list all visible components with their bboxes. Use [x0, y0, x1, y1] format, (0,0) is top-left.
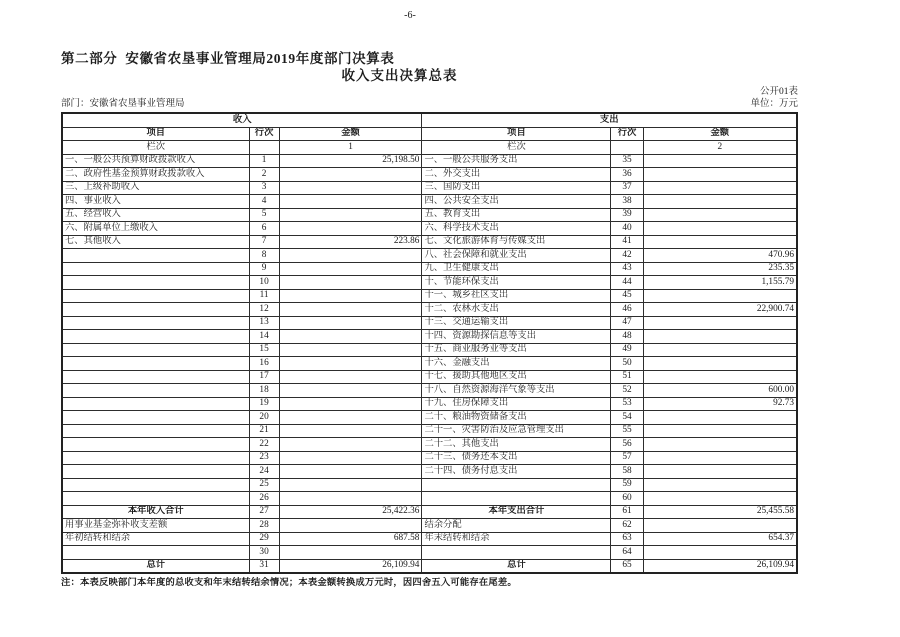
income-rowno-cell: 11 [249, 289, 279, 303]
income-rowno-cell: 2 [249, 168, 279, 182]
income-rowno-cell: 7 [249, 235, 279, 249]
table-body [62, 141, 797, 574]
expense-rowno-cell: 50 [611, 357, 643, 371]
expense-item-cell: 十七、援助其他地区支出 [422, 370, 611, 384]
income-amount-cell [279, 181, 422, 195]
income-amount-cell [279, 465, 422, 479]
table-row [62, 276, 797, 290]
expense-index-number-cell: 2 [643, 141, 797, 155]
income-item-cell: 四、事业收入 [62, 195, 249, 209]
expense-item-cell: 十二、农林水支出 [422, 303, 611, 317]
expense-amount-cell [643, 438, 797, 452]
income-amount-cell [279, 451, 422, 465]
expense-amount-cell [643, 289, 797, 303]
expense-item-cell: 十八、自然资源海洋气象等支出 [422, 384, 611, 398]
expense-item-cell: 结余分配 [422, 519, 611, 533]
expense-item-cell: 十三、交通运输支出 [422, 316, 611, 330]
income-item-cell [62, 357, 249, 371]
table-meta-row [61, 98, 798, 111]
table-row [62, 154, 797, 168]
income-rowno-cell: 29 [249, 532, 279, 546]
income-amount-cell: 25,198.50 [279, 154, 422, 168]
expense-amount-cell: 470.96 [643, 249, 797, 263]
income-amount-cell [279, 330, 422, 344]
table-row [62, 559, 797, 573]
expense-item-header: 项目 [422, 127, 611, 141]
income-expense-summary-table [61, 112, 798, 574]
expense-rowno-header: 行次 [611, 127, 643, 141]
expense-amount-cell [643, 343, 797, 357]
expense-amount-cell [643, 208, 797, 222]
expense-amount-cell [643, 492, 797, 506]
table-row [62, 316, 797, 330]
income-amount-cell [279, 438, 422, 452]
table-row [62, 505, 797, 519]
table-row [62, 289, 797, 303]
expense-rowno-cell: 59 [611, 478, 643, 492]
income-item-cell: 六、附属单位上缴收入 [62, 222, 249, 236]
income-rowno-cell: 13 [249, 316, 279, 330]
income-item-cell: 七、其他收入 [62, 235, 249, 249]
income-item-cell [62, 289, 249, 303]
expense-item-cell: 二十四、债务付息支出 [422, 465, 611, 479]
expense-amount-cell: 22,900.74 [643, 303, 797, 317]
income-rowno-cell: 24 [249, 465, 279, 479]
table-row [62, 492, 797, 506]
table-row [62, 330, 797, 344]
income-item-cell [62, 316, 249, 330]
income-rowno-cell: 10 [249, 276, 279, 290]
income-item-cell: 年初结转和结余 [62, 532, 249, 546]
income-rowno-cell: 25 [249, 478, 279, 492]
income-amount-cell [279, 411, 422, 425]
income-amount-cell [279, 519, 422, 533]
expense-rowno-cell: 37 [611, 181, 643, 195]
expense-item-cell: 七、文化旅游体育与传媒支出 [422, 235, 611, 249]
table-row [62, 303, 797, 317]
table-row [62, 222, 797, 236]
income-amount-cell [279, 262, 422, 276]
expense-amount-cell [643, 235, 797, 249]
table-head [62, 113, 797, 141]
expense-amount-cell: 235.35 [643, 262, 797, 276]
income-item-header: 项目 [62, 127, 249, 141]
income-item-cell [62, 492, 249, 506]
income-amount-cell [279, 222, 422, 236]
income-rowno-cell: 30 [249, 546, 279, 560]
expense-rowno-cell: 35 [611, 154, 643, 168]
income-rowno-cell: 18 [249, 384, 279, 398]
unit-label: 单位：万元 [750, 99, 798, 109]
expense-amount-cell [643, 411, 797, 425]
expense-amount-cell [643, 154, 797, 168]
expense-rowno-cell: 44 [611, 276, 643, 290]
income-rowno-cell: 9 [249, 262, 279, 276]
expense-rowno-cell: 48 [611, 330, 643, 344]
table-row [62, 411, 797, 425]
table-row [62, 384, 797, 398]
table-row [62, 397, 797, 411]
expense-rowno-cell: 65 [611, 559, 643, 573]
income-amount-header: 金额 [279, 127, 422, 141]
income-amount-cell [279, 303, 422, 317]
income-item-cell [62, 249, 249, 263]
expense-rowno-cell: 60 [611, 492, 643, 506]
income-item-cell: 二、政府性基金预算财政拨款收入 [62, 168, 249, 182]
income-amount-cell [279, 492, 422, 506]
expense-rowno-cell: 40 [611, 222, 643, 236]
table-row [62, 370, 797, 384]
expense-rowno-cell: 52 [611, 384, 643, 398]
expense-item-cell: 五、教育支出 [422, 208, 611, 222]
expense-amount-cell [643, 195, 797, 209]
table-row [62, 168, 797, 182]
income-item-cell: 本年收入合计 [62, 505, 249, 519]
expense-item-cell: 一、一般公共服务支出 [422, 154, 611, 168]
expense-rowno-cell: 51 [611, 370, 643, 384]
income-item-cell [62, 276, 249, 290]
income-amount-cell [279, 478, 422, 492]
income-item-cell [62, 546, 249, 560]
expense-rowno-cell: 39 [611, 208, 643, 222]
income-amount-cell [279, 370, 422, 384]
table-row [62, 195, 797, 209]
expense-amount-cell [643, 181, 797, 195]
income-item-cell [62, 384, 249, 398]
expense-item-cell [422, 478, 611, 492]
income-item-cell [62, 411, 249, 425]
expense-item-cell: 二、外交支出 [422, 168, 611, 182]
expense-rowno-cell: 43 [611, 262, 643, 276]
expense-amount-cell [643, 222, 797, 236]
expense-amount-cell [643, 546, 797, 560]
income-item-cell [62, 465, 249, 479]
expense-rowno-cell: 61 [611, 505, 643, 519]
expense-section-header: 支出 [422, 113, 797, 127]
footnote: 注：本表反映部门本年度的总收支和年末结转结余情况；本表金额转换成万元时，因四舍五入可能存在尾差。 [61, 578, 517, 588]
income-rowno-cell: 8 [249, 249, 279, 263]
expense-item-cell: 二十一、灾害防治及应急管理支出 [422, 424, 611, 438]
expense-item-cell: 十六、金融支出 [422, 357, 611, 371]
expense-item-cell: 十一、城乡社区支出 [422, 289, 611, 303]
table-title: 收入支出决算总表 [341, 68, 458, 83]
table-row [62, 451, 797, 465]
expense-rowno-cell: 41 [611, 235, 643, 249]
income-amount-cell [279, 276, 422, 290]
expense-item-cell: 年末结转和结余 [422, 532, 611, 546]
income-rowno-cell: 6 [249, 222, 279, 236]
expense-item-cell: 二十三、债务还本支出 [422, 451, 611, 465]
income-amount-cell [279, 397, 422, 411]
income-amount-cell [279, 168, 422, 182]
page-number: -6- [404, 10, 416, 21]
expense-item-cell: 四、公共安全支出 [422, 195, 611, 209]
income-item-cell: 一、一般公共预算财政拨款收入 [62, 154, 249, 168]
income-index-blank-cell [249, 141, 279, 155]
income-rowno-cell: 3 [249, 181, 279, 195]
expense-amount-cell [643, 478, 797, 492]
expense-rowno-cell: 54 [611, 411, 643, 425]
expense-rowno-cell: 64 [611, 546, 643, 560]
income-amount-cell: 687.58 [279, 532, 422, 546]
income-amount-cell [279, 357, 422, 371]
income-rowno-cell: 16 [249, 357, 279, 371]
income-index-number-cell: 1 [279, 141, 422, 155]
expense-item-cell: 总计 [422, 559, 611, 573]
income-index-label-cell: 栏次 [62, 141, 249, 155]
column-index-row [62, 141, 797, 155]
table-row [62, 262, 797, 276]
expense-item-cell: 二十、粮油物资储备支出 [422, 411, 611, 425]
income-item-cell [62, 303, 249, 317]
income-rowno-cell: 5 [249, 208, 279, 222]
table-row [62, 357, 797, 371]
expense-item-cell: 六、科学技术支出 [422, 222, 611, 236]
expense-amount-cell [643, 465, 797, 479]
income-rowno-cell: 26 [249, 492, 279, 506]
income-rowno-cell: 27 [249, 505, 279, 519]
table-row [62, 181, 797, 195]
income-rowno-cell: 28 [249, 519, 279, 533]
expense-rowno-cell: 46 [611, 303, 643, 317]
expense-rowno-cell: 49 [611, 343, 643, 357]
expense-rowno-cell: 47 [611, 316, 643, 330]
expense-rowno-cell: 53 [611, 397, 643, 411]
column-header-row [62, 127, 797, 141]
expense-item-cell [422, 492, 611, 506]
expense-rowno-cell: 38 [611, 195, 643, 209]
expense-item-cell: 十四、资源勘探信息等支出 [422, 330, 611, 344]
expense-amount-header: 金额 [643, 127, 797, 141]
table-row [62, 478, 797, 492]
income-rowno-cell: 14 [249, 330, 279, 344]
table-row [62, 424, 797, 438]
expense-item-cell: 八、社会保障和就业支出 [422, 249, 611, 263]
income-amount-cell [279, 424, 422, 438]
expense-item-cell: 十、节能环保支出 [422, 276, 611, 290]
expense-rowno-cell: 56 [611, 438, 643, 452]
income-rowno-cell: 1 [249, 154, 279, 168]
income-rowno-cell: 12 [249, 303, 279, 317]
expense-amount-cell: 25,455.58 [643, 505, 797, 519]
expense-amount-cell [643, 424, 797, 438]
table-row [62, 208, 797, 222]
expense-rowno-cell: 45 [611, 289, 643, 303]
section-header-row [62, 113, 797, 127]
expense-amount-cell: 654.37 [643, 532, 797, 546]
income-item-cell [62, 478, 249, 492]
part-title: 第二部分 安徽省农垦事业管理局2019年度部门决算表 [61, 51, 395, 66]
income-item-cell: 三、上级补助收入 [62, 181, 249, 195]
income-section-header: 收入 [62, 113, 422, 127]
expense-amount-cell: 26,109.94 [643, 559, 797, 573]
income-item-cell: 五、经营收入 [62, 208, 249, 222]
expense-rowno-cell: 57 [611, 451, 643, 465]
income-item-cell [62, 438, 249, 452]
income-item-cell: 用事业基金弥补收支差额 [62, 519, 249, 533]
income-item-cell [62, 330, 249, 344]
income-amount-cell [279, 316, 422, 330]
expense-rowno-cell: 55 [611, 424, 643, 438]
expense-amount-cell [643, 451, 797, 465]
income-item-cell: 总计 [62, 559, 249, 573]
expense-amount-cell [643, 370, 797, 384]
income-amount-cell: 223.86 [279, 235, 422, 249]
income-item-cell [62, 262, 249, 276]
income-amount-cell [279, 195, 422, 209]
income-item-cell [62, 370, 249, 384]
income-item-cell [62, 397, 249, 411]
income-amount-cell [279, 289, 422, 303]
table-row [62, 519, 797, 533]
income-amount-cell [279, 343, 422, 357]
expense-item-cell: 本年支出合计 [422, 505, 611, 519]
expense-index-blank-cell [611, 141, 643, 155]
income-rowno-cell: 15 [249, 343, 279, 357]
income-rowno-cell: 22 [249, 438, 279, 452]
expense-rowno-cell: 42 [611, 249, 643, 263]
income-amount-cell [279, 249, 422, 263]
income-rowno-cell: 17 [249, 370, 279, 384]
table-row [62, 249, 797, 263]
income-item-cell [62, 424, 249, 438]
expense-amount-cell: 1,155.79 [643, 276, 797, 290]
income-item-cell [62, 451, 249, 465]
income-amount-cell [279, 208, 422, 222]
expense-item-cell [422, 546, 611, 560]
expense-amount-cell [643, 330, 797, 344]
expense-amount-cell [643, 357, 797, 371]
income-amount-cell: 25,422.36 [279, 505, 422, 519]
income-rowno-cell: 21 [249, 424, 279, 438]
table-row [62, 235, 797, 249]
form-code-label: 公开01表 [759, 87, 798, 97]
expense-rowno-cell: 62 [611, 519, 643, 533]
expense-item-cell: 三、国防支出 [422, 181, 611, 195]
income-amount-cell [279, 546, 422, 560]
expense-item-cell: 十九、住房保障支出 [422, 397, 611, 411]
table-row [62, 438, 797, 452]
income-rowno-cell: 23 [249, 451, 279, 465]
expense-item-cell: 二十二、其他支出 [422, 438, 611, 452]
document-content [61, 50, 798, 589]
expense-rowno-cell: 58 [611, 465, 643, 479]
table-row [62, 343, 797, 357]
income-rowno-cell: 19 [249, 397, 279, 411]
table-row [62, 546, 797, 560]
expense-item-cell: 十五、商业服务业等支出 [422, 343, 611, 357]
expense-item-cell: 九、卫生健康支出 [422, 262, 611, 276]
income-amount-cell: 26,109.94 [279, 559, 422, 573]
expense-amount-cell [643, 168, 797, 182]
income-rowno-cell: 31 [249, 559, 279, 573]
income-rowno-cell: 20 [249, 411, 279, 425]
expense-index-label-cell: 栏次 [422, 141, 611, 155]
income-rowno-cell: 4 [249, 195, 279, 209]
expense-amount-cell [643, 519, 797, 533]
table-row [62, 532, 797, 546]
expense-amount-cell [643, 316, 797, 330]
table-row [62, 465, 797, 479]
income-amount-cell [279, 384, 422, 398]
expense-rowno-cell: 63 [611, 532, 643, 546]
income-rowno-header: 行次 [249, 127, 279, 141]
expense-rowno-cell: 36 [611, 168, 643, 182]
income-item-cell [62, 343, 249, 357]
expense-amount-cell: 600.00 [643, 384, 797, 398]
expense-amount-cell: 92.73 [643, 397, 797, 411]
department-label: 部门：安徽省农垦事业管理局 [61, 99, 185, 109]
